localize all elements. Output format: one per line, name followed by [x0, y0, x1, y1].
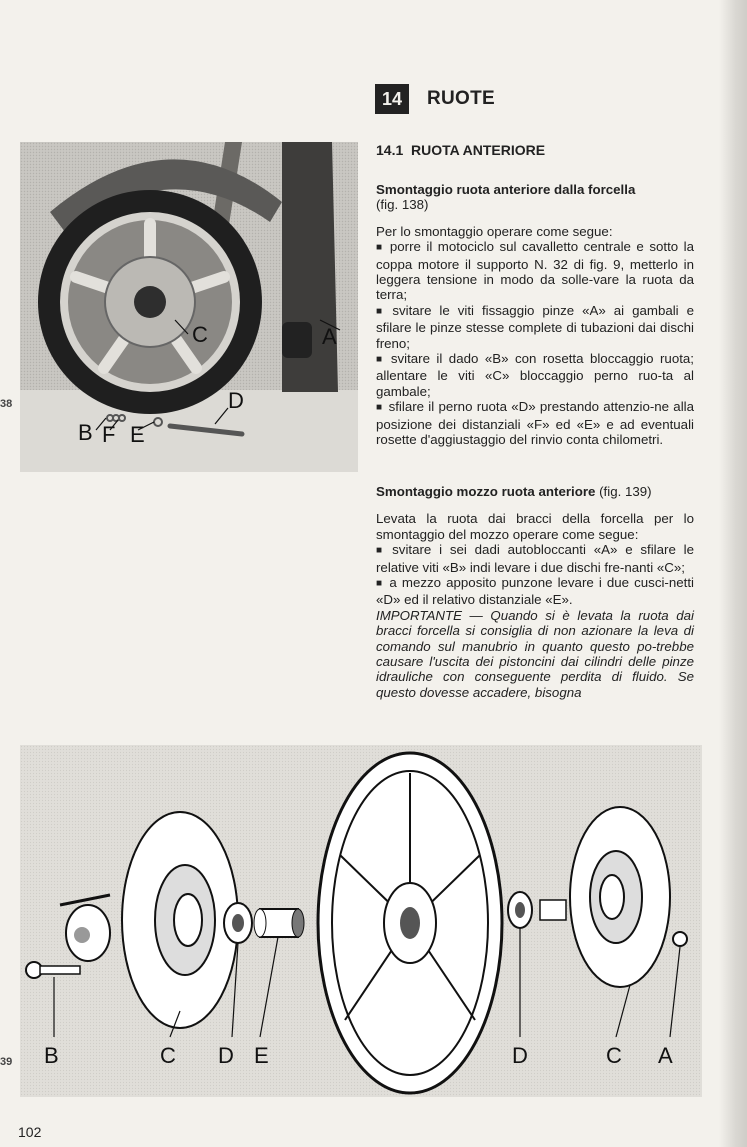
hub-removal-block [376, 484, 694, 700]
hub-removal-step: ■ svitare i sei dadi autobloccanti «A» e sfilare le relative viti «B» indi levare i due dischi fre-nanti «C»; [376, 542, 694, 575]
wheel-removal-heading: Smontaggio ruota anteriore dalla forcella [376, 182, 636, 197]
chapter-title: RUOTE [427, 88, 495, 109]
wheel-removal-step: ■ sfilare il perno ruota «D» prestando attenzio-ne alla posizione dei distanziali «F» ed «E» e ad eventuali rosette d'aggiustaggio del rinvio conta chilometri. [376, 399, 694, 447]
hub-removal-step: ■ a mezzo apposito punzone levare i due cusci-netti «D» ed il relativo distanziale «E». [376, 575, 694, 608]
fig139-label-b: B [44, 1043, 59, 1068]
fig139-label-d-right: D [512, 1043, 528, 1068]
page-number: 102 [18, 1124, 42, 1140]
figure-139-hub-exploded-view [20, 745, 702, 1097]
important-note: IMPORTANTE — Quando si è levata la ruota dai bracci forcella si consiglia di non azionare la leva di comando sul manubrio in quanto questo po-trebbe causare l'uscita dei pistoncini dai cilindri delle pinze idrauliche con conseguente perdita di fluido. Se questo dovesse accadere, bisogna [376, 607, 694, 700]
chapter-number: 14 [375, 84, 409, 114]
section-title: 14.1 RUOTA ANTERIORE [376, 142, 546, 158]
fig138-label-f: F [102, 422, 116, 447]
spacer-part [254, 909, 304, 937]
fig138-label-e: E [130, 422, 145, 447]
hub-removal-intro: Levata la ruota dai bracci della forcella per lo smontaggio del mozzo operare come segue: [376, 511, 694, 542]
figure-138-number: 38 [0, 398, 13, 410]
chapter-header [375, 84, 495, 114]
fig138-label-a: A [322, 324, 337, 349]
figure-139-number: 39 [0, 1056, 13, 1068]
hub-removal-figref: (fig. 139) [599, 484, 652, 499]
fig139-label-e: E [254, 1043, 269, 1068]
wheel-removal-step: ■ svitare il dado «B» con rosetta bloccaggio ruota; allentare le viti «C» bloccaggio perno ruo-ta al gambale; [376, 351, 694, 399]
wheel-removal-step: ■ svitare le viti fissaggio pinze «A» ai gambali e sfilare le pinze stesse complete di tubazioni dai dischi freno; [376, 303, 694, 351]
fig138-label-b: B [78, 420, 93, 445]
page-edge-shadow [719, 0, 747, 1147]
wheel-rim-part [318, 753, 502, 1093]
figure-138-front-wheel [20, 142, 358, 472]
hub-removal-heading: Smontaggio mozzo ruota anteriore [376, 484, 596, 499]
fig139-label-d-left: D [218, 1043, 234, 1068]
fig138-label-c: C [192, 322, 208, 347]
fig139-label-c-right: C [606, 1043, 622, 1068]
fig139-label-c-left: C [160, 1043, 176, 1068]
wheel-removal-intro: Per lo smontaggio operare come segue: [376, 223, 613, 239]
brake-disc-left-part [122, 812, 238, 1028]
wheel-removal-step: ■ porre il motociclo sul cavalletto centrale e sotto la coppa motore il supporto N. 32 di fig. 9, metterlo in leggera tensione in modo da solle-vare la ruota da terra; [376, 239, 694, 303]
wheel-removal-figref: (fig. 138) [376, 197, 429, 213]
wheel-removal-block [376, 182, 694, 448]
fig138-label-d: D [228, 388, 244, 413]
nut-part [673, 932, 687, 946]
brake-disc-right-part [570, 807, 670, 987]
bearing-left-part [224, 903, 252, 943]
fig139-label-a: A [658, 1043, 673, 1068]
